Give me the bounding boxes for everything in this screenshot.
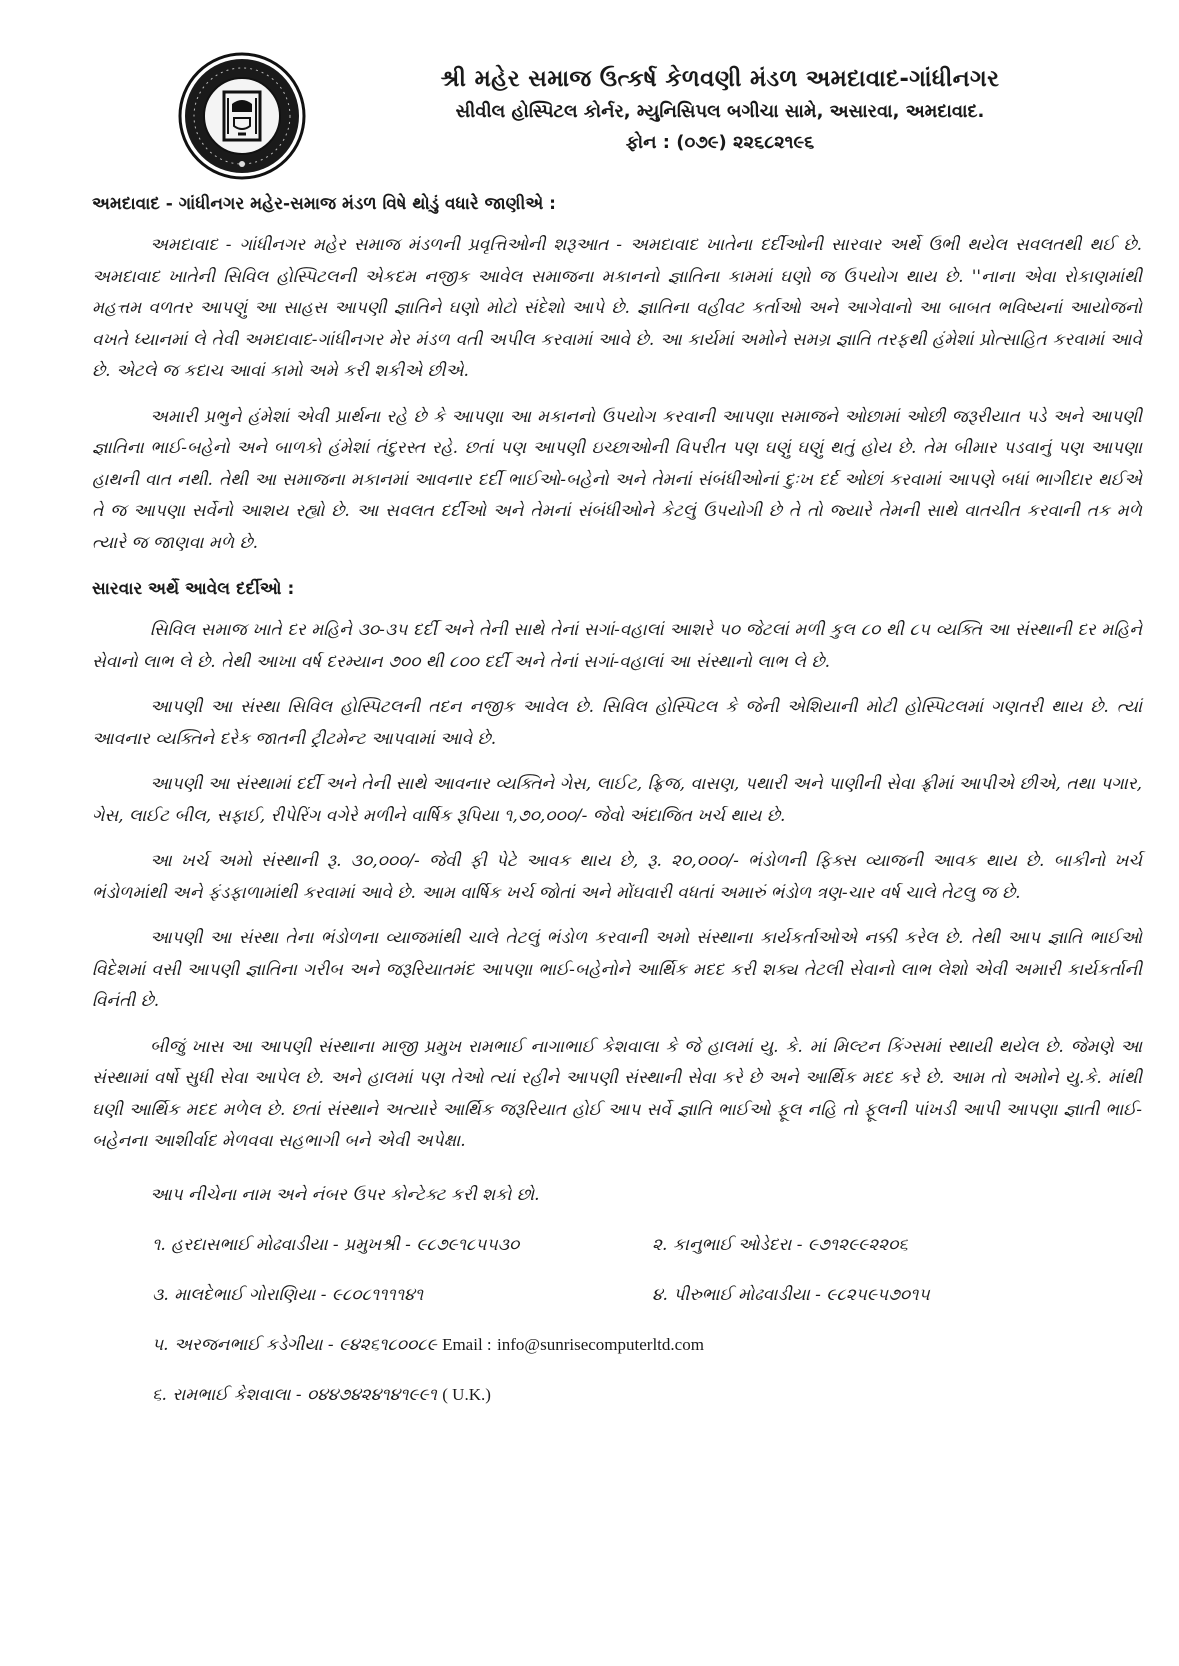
patients-paragraph-6: બીજું ખાસ આ આપણી સંસ્થાના માજી પ્રમુખ રામભાઈ નાગાભાઈ કેશવાલા કે જે હાલમાં યુ. કે. માં મિલ્ટન કિંગ્સમાં સ્થાયી થયેલ છે. જેમણે આ સંસ્થામાં વર્ષો સુધી સેવા આપેલ છે. અને હાલમાં પણ તેઓ ત્યાં રહીને આપણી સંસ્થાની સેવા કરે છે અને આર્થિક મદદ કરે છે. આમ તો અમોને યુ.કે. માંથી ઘણી આર્થિક મદદ મળેલ છે. છતાં સંસ્થાને અત્યારે આર્થિક જરૂરિયાત હોઈ આપ સર્વે જ્ઞાતિ ભાઈઓ ફૂલ નહિ તો ફૂલની પાંખડી આપી આપણા જ્ઞાતી ભાઈ-બહેનના આશીર્વાદ મેળવવા સહભાગી બને એવી અપેક્ષા. xyxy=(92,1036,1142,1151)
organization-address: સીવીલ હોસ્પિટલ કોર્નર, મ્યુનિસિપલ બગીચા સામે, અસારવા, અમદાવાદ. xyxy=(455,101,985,122)
contact-item-5 xyxy=(152,1329,704,1361)
patients-paragraph-2: આપણી આ સંસ્થા સિવિલ હોસ્પિટલની તદન નજીક આવેલ છે. સિવિલ હોસ્પિટલ કે જેની એશિયાની મોટી હોસ્પિટલમાં ગણતરી થાય છે. ત્યાં આવનાર વ્યક્તિને દરેક જાતની ટ્રીટમેન્ટ આપવામાં આવે છે. xyxy=(92,697,1142,749)
contact-item-6 xyxy=(152,1379,491,1411)
contacts-intro: આપ નીચેના નામ અને નંબર ઉપર કોન્ટેક્ટ કરી શકો છો. xyxy=(150,1184,540,1205)
intro-paragraph-1: અમદાવાદ - ગાંધીનગર મહેર સમાજ મંડળની પ્રવૃત્તિઓની શરૂઆત - અમદાવાદ ખાતેના દર્દીઓની સારવાર અર્થે ઉભી થયેલ સવલતથી થઈ છે. અમદાવાદ ખાતેની સિવિલ હોસ્પિટલની એકદમ નજીક આવેલ સમાજના મકાનનો જ્ઞાતિના કામમાં ઘણો જ ઉપયોગ થાય છે. ''નાના એવા રોકાણમાંથી મહત્તમ વળતર આપણું આ સાહસ આપણી જ્ઞાતિને ઘણો મોટો સંદેશો આપે છે. જ્ઞાતિના વહીવટ કર્તાઓ અને આગેવાનો આ બાબત ભવિષ્યનાં આયોજનો વખતે ધ્યાનમાં લે તેવી અમદાવાદ-ગાંધીનગર મેર મંડળ વતી અપીલ કરવામાં આવે છે. આ કાર્યમાં અમોને સમગ્ર જ્ઞાતિ તરફથી હંમેશાં પ્રોત્સાહિત કરવામાં આવે છે. એટલે જ કદાચ આવાં કામો અમે કરી શકીએ છીએ. xyxy=(92,235,1142,381)
patients-paragraph-1: સિવિલ સમાજ ખાતે દર મહિને ૩૦-૩૫ દર્દી અને તેની સાથે તેનાં સગાં-વહાલાં આશરે ૫૦ જેટલાં મળી કુલ ૮૦ થી ૮૫ વ્યક્તિ આ સંસ્થાની દર મહિને સેવાનો લાભ લે છે. તેથી આખા વર્ષ દરમ્યાન ૭૦૦ થી ૮૦૦ દર્દી અને તેનાં સગાં-વહાલાં આ સંસ્થાનો લાભ લે છે. xyxy=(92,620,1142,672)
letter-body xyxy=(92,188,1142,1429)
contact-row xyxy=(92,1279,1142,1329)
contact-row xyxy=(92,1379,1142,1429)
contact-item-5-name: ૫. અરજનભાઈ કડેગીયા - ૯૪૨૬૧૮૦૦૮૯ xyxy=(152,1335,437,1355)
organization-seal-icon xyxy=(178,52,306,180)
contact-item-6-country: ( U.K.) xyxy=(442,1385,491,1404)
intro-paragraph-2: અમારી પ્રભુને હંમેશાં એવી પ્રાર્થના રહે છે કે આપણા આ મકાનનો ઉપયોગ કરવાની આપણા સમાજને ઓછામાં ઓછી જરૂરીયાત પડે અને આપણી જ્ઞાતિના ભાઈ-બહેનો અને બાળકો હંમેશાં તંદુરસ્ત રહે. છતાં પણ આપણી ઇચ્છાઓની વિપરીત પણ ઘણું ઘણું થતું હોય છે. તેમ બીમાર પડવાનું પણ આપણા હાથની વાત નથી. તેથી આ સમાજના મકાનમાં આવનાર દર્દી ભાઈઓ-બહેનો અને તેમનાં સંબંધીઓનાં દુઃખ દર્દ ઓછાં કરવામાં આપણે બધાં ભાગીદાર થઈએ તે જ આપણા સર્વેનો આશય રહ્યો છે. આ સવલત દર્દીઓ અને તેમનાં સંબંધીઓને કેટલું ઉપયોગી છે તે તો જ્યારે તેમની સાથે વાતચીત કરવાની તક મળે ત્યારે જ જાણવા મળે છે. xyxy=(92,406,1142,553)
contact-row xyxy=(92,1229,1142,1279)
contact-item-6-name: ૬. રામભાઈ કેશવાલા - ૦૪૪૭૪૨૪૧૪૧૯૯૧ xyxy=(152,1385,437,1405)
contact-item-3: ૩. માલદેભાઈ ગોરાણિયા - ૯૮૦૮૧૧૧૧૪૧ xyxy=(152,1285,424,1305)
email-address: info@sunrisecomputerltd.com xyxy=(497,1335,704,1354)
patients-heading: સારવાર અર્થે આવેલ દર્દીઓ : xyxy=(92,579,295,599)
contact-item-2: ૨. કાનુભાઈ ઓડેદરા - ૯૭૧૨૯૯૨૨૦૬ xyxy=(652,1235,908,1255)
letterhead xyxy=(340,62,1100,158)
contact-item-1: ૧. હરદાસભાઈ મોઢવાડીયા - પ્રમુખશ્રી - ૯૮૭૯૧૮૫૫૩૦ xyxy=(152,1235,520,1255)
contact-row xyxy=(92,1329,1142,1379)
intro-heading: અમદાવાદ - ગાંધીનગર મહેર-સમાજ મંડળ વિષે થોડું વધારે જાણીએ : xyxy=(92,194,556,214)
organization-phone: ફોન : (૦૭૯) ૨૨૬૮૨૧૯૬ xyxy=(625,132,815,153)
email-label: Email : xyxy=(442,1335,492,1354)
patients-paragraph-3: આપણી આ સંસ્થામાં દર્દી અને તેની સાથે આવનાર વ્યક્તિને ગેસ, લાઈટ, ફ્રિજ, વાસણ, પથારી અને પાણીની સેવા ફ્રીમાં આપીએ છીએ, તથા પગાર, ગેસ, લાઈટ બીલ, સફાઈ, રીપેરિંગ વગેરે મળીને વાર્ષિક રૂપિયા ૧,૭૦,૦૦૦/- જેવો અંદાજિત ખર્ચ થાય છે. xyxy=(92,774,1142,826)
contact-item-4: ૪. પીરુભાઈ મોઢવાડીયા - ૯૮૨૫૯૫૭૦૧૫ xyxy=(652,1285,930,1305)
patients-paragraph-4: આ ખર્ચ અમો સંસ્થાની રૂ. ૩૦,૦૦૦/- જેવી ફી પેટે આવક થાય છે, રૂ. ૨૦,૦૦૦/- ભંડોળની ફિક્સ વ્યાજની આવક થાય છે. બાકીનો ખર્ચ ભંડોળમાંથી અને ફંડફાળામાંથી કરવામાં આવે છે. આમ વાર્ષિક ખર્ચ જોતાં અને મોંઘવારી વધતાં અમારું ભંડોળ ત્રણ-ચાર વર્ષ ચાલે તેટલુ જ છે. xyxy=(92,851,1142,903)
patients-paragraph-5: આપણી આ સંસ્થા તેના ભંડોળના વ્યાજમાંથી ચાલે તેટલું ભંડોળ કરવાની અમો સંસ્થાના કાર્યકર્તાઓએ નક્કી કરેલ છે. તેથી આપ જ્ઞાતિ ભાઈઓ વિદેશમાં વસી આપણી જ્ઞાતિના ગરીબ અને જરૂરિયાતમંદ આપણા ભાઈ-બહેનોને આર્થિક મદદ કરી શક્ય તેટલી સેવાનો લાભ લેશો એવી અમારી કાર્યકર્તાની વિનંતી છે. xyxy=(92,928,1142,1011)
organization-name: શ્રી મહેર સમાજ ઉત્કર્ષ કેળવણી મંડળ અમદાવાદ-ગાંધીનગર xyxy=(440,66,1000,92)
